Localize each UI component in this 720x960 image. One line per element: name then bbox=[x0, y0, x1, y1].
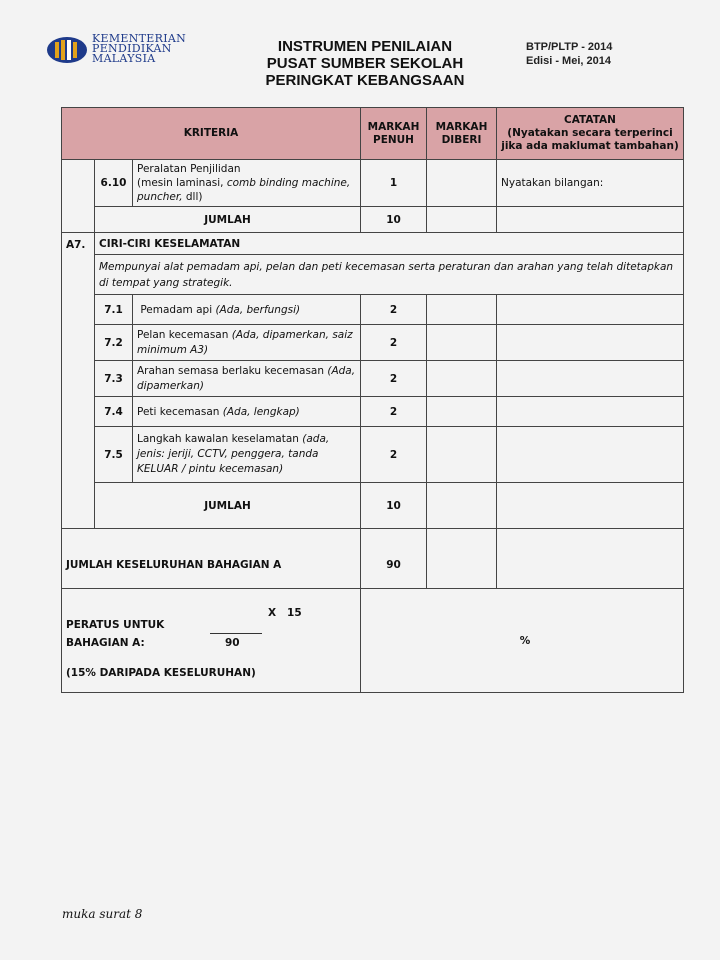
peratus-label-2: BAHAGIAN A: bbox=[66, 637, 145, 649]
peratus-label-1: PERATUS UNTUK bbox=[66, 619, 165, 631]
table-row bbox=[62, 325, 684, 361]
table-header-row bbox=[62, 108, 684, 160]
item-number: 6.10 bbox=[95, 160, 133, 207]
item-note[interactable] bbox=[497, 295, 684, 325]
item-criteria: Langkah kawalan keselamatan (ada, jenis: jeriji, CCTV, penggera, tanda KELUAR / pintu kecemasan) bbox=[133, 427, 361, 483]
item-given-mark[interactable] bbox=[427, 325, 497, 361]
section-a7-title-row bbox=[62, 233, 684, 255]
item-note[interactable] bbox=[497, 361, 684, 397]
logo-wordmark: KEMENTERIAN PENDIDIKAN MALAYSIA bbox=[92, 32, 187, 65]
jumlah-mark: 10 bbox=[361, 483, 427, 529]
evaluation-table bbox=[61, 107, 684, 693]
jumlah-note[interactable] bbox=[497, 483, 684, 529]
peratus-label-cell bbox=[62, 589, 361, 693]
item-criteria: Arahan semasa berlaku kecemasan (Ada, dipamerkan) bbox=[133, 361, 361, 397]
jumlah-keseluruhan-label: JUMLAH KESELURUHAN BAHAGIAN A bbox=[62, 529, 361, 589]
item-given-mark[interactable] bbox=[427, 361, 497, 397]
ministry-emblem-icon bbox=[46, 36, 88, 64]
jumlah-keseluruhan-row bbox=[62, 529, 684, 589]
item-full-mark: 2 bbox=[361, 361, 427, 397]
item-full-mark: 2 bbox=[361, 325, 427, 361]
peratus-result[interactable]: % bbox=[361, 589, 684, 693]
item-full-mark: 1 bbox=[361, 160, 427, 207]
edition-date: Edisi - Mei, 2014 bbox=[526, 55, 611, 67]
item-note[interactable]: Nyatakan bilangan: bbox=[497, 160, 684, 207]
section-a6-spacer bbox=[62, 160, 95, 233]
section-title: CIRI-CIRI KESELAMATAN bbox=[95, 233, 684, 255]
jumlah-label: JUMLAH bbox=[95, 207, 361, 233]
header-catatan: CATATAN (Nyatakan secara terperinci jika ada maklumat tambahan) bbox=[497, 108, 684, 160]
document-title: INSTRUMEN PENILAIAN PUSAT SUMBER SEKOLAH PERINGKAT KEBANGSAAN bbox=[265, 38, 465, 89]
header-kriteria: KRITERIA bbox=[62, 108, 361, 160]
item-given-mark[interactable] bbox=[427, 295, 497, 325]
item-note[interactable] bbox=[497, 427, 684, 483]
jumlah-given-mark[interactable] bbox=[427, 207, 497, 233]
item-full-mark: 2 bbox=[361, 295, 427, 325]
document-meta bbox=[526, 40, 612, 68]
jumlah-label: JUMLAH bbox=[95, 483, 361, 529]
item-number: 7.1 bbox=[95, 295, 133, 325]
reference-code: BTP/PLTP - 2014 bbox=[526, 41, 613, 53]
item-criteria: Pemadam api (Ada, berfungsi) bbox=[133, 295, 361, 325]
item-criteria: Peralatan Penjilidan (mesin laminasi, comb binding machine, puncher, dll) bbox=[133, 160, 361, 207]
jumlah-keseluruhan-note[interactable] bbox=[497, 529, 684, 589]
header-markah-penuh: MARKAH PENUH bbox=[361, 108, 427, 160]
jumlah-given-mark[interactable] bbox=[427, 483, 497, 529]
item-given-mark[interactable] bbox=[427, 160, 497, 207]
section-a7-desc-row bbox=[62, 255, 684, 295]
ministry-logo bbox=[46, 34, 216, 74]
jumlah-keseluruhan-given[interactable] bbox=[427, 529, 497, 589]
jumlah-mark: 10 bbox=[361, 207, 427, 233]
item-given-mark[interactable] bbox=[427, 427, 497, 483]
section-description: Mempunyai alat pemadam api, pelan dan peti kecemasan serta peraturan dan arahan yang telah ditetapkan di tempat yang strategik. bbox=[95, 255, 684, 295]
table-row bbox=[62, 427, 684, 483]
item-number: 7.4 bbox=[95, 397, 133, 427]
jumlah-note[interactable] bbox=[497, 207, 684, 233]
fraction-line bbox=[210, 633, 262, 634]
jumlah-keseluruhan-mark: 90 bbox=[361, 529, 427, 589]
section-code: A7. bbox=[62, 233, 95, 529]
table-row bbox=[62, 397, 684, 427]
item-criteria: Pelan kecemasan (Ada, dipamerkan, saiz minimum A3) bbox=[133, 325, 361, 361]
peratus-note: (15% DARIPADA KESELURUHAN) bbox=[66, 667, 256, 679]
table-row bbox=[62, 295, 684, 325]
jumlah-a7-row bbox=[62, 483, 684, 529]
table-row bbox=[62, 160, 684, 207]
page-number: muka surat 8 bbox=[62, 907, 143, 921]
peratus-denominator: 90 bbox=[225, 637, 240, 649]
peratus-row bbox=[62, 589, 684, 693]
item-given-mark[interactable] bbox=[427, 397, 497, 427]
item-full-mark: 2 bbox=[361, 427, 427, 483]
jumlah-a6-row bbox=[62, 207, 684, 233]
table-row bbox=[62, 361, 684, 397]
item-full-mark: 2 bbox=[361, 397, 427, 427]
item-number: 7.2 bbox=[95, 325, 133, 361]
item-number: 7.5 bbox=[95, 427, 133, 483]
item-criteria: Peti kecemasan (Ada, lengkap) bbox=[133, 397, 361, 427]
header-markah-diberi: MARKAH DIBERI bbox=[427, 108, 497, 160]
item-note[interactable] bbox=[497, 325, 684, 361]
item-note[interactable] bbox=[497, 397, 684, 427]
item-number: 7.3 bbox=[95, 361, 133, 397]
peratus-multiplier: X 15 bbox=[268, 607, 302, 619]
